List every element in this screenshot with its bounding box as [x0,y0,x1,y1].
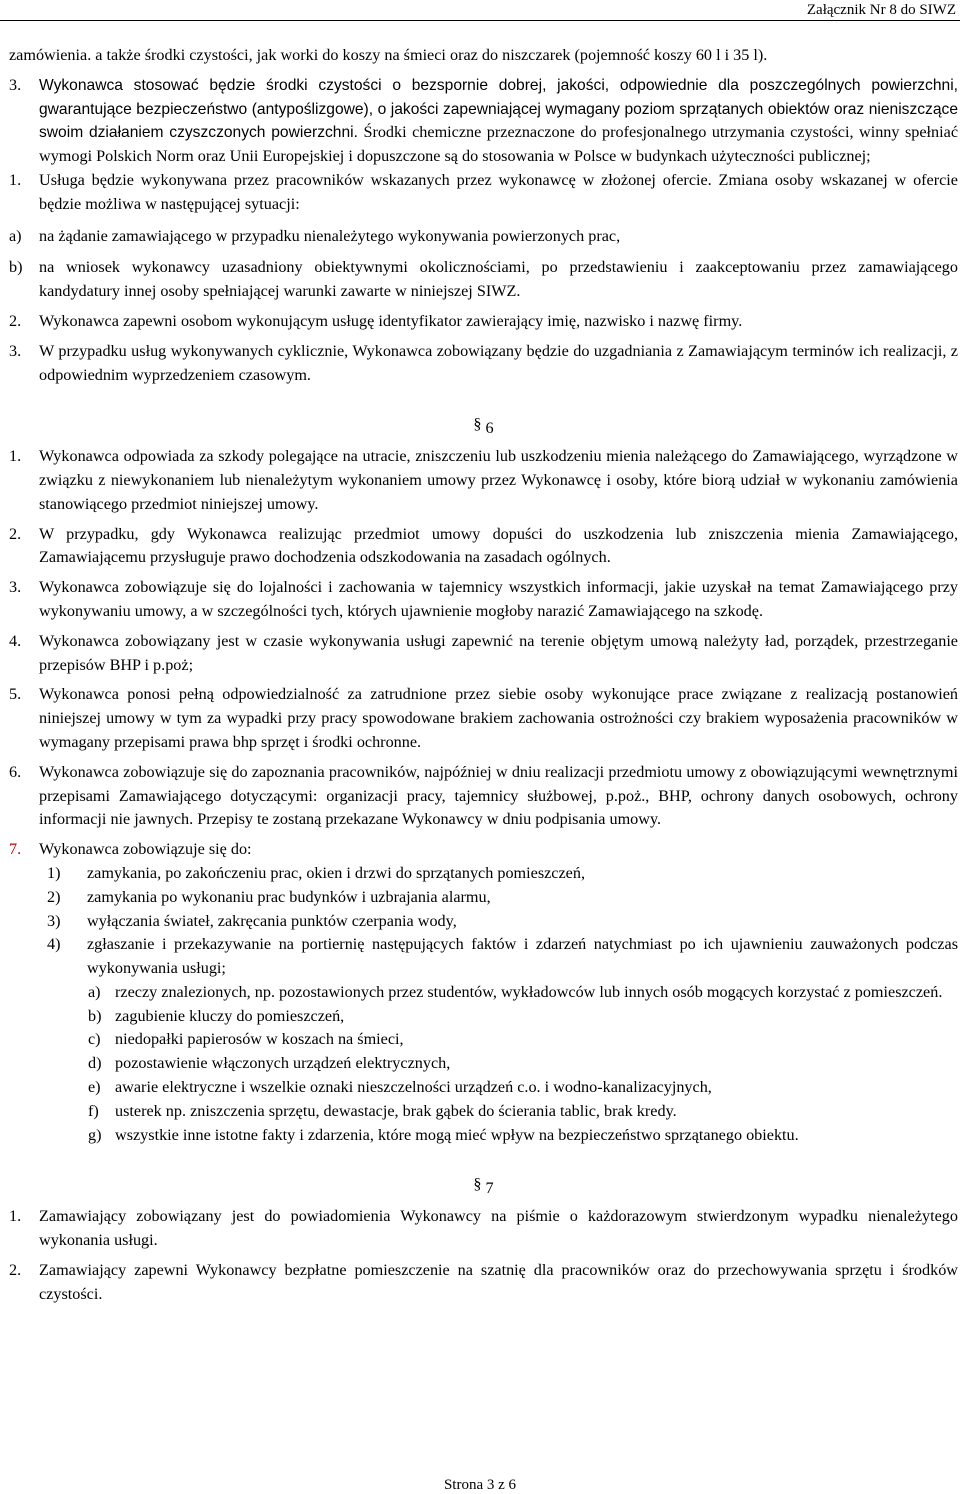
sub-text: na żądanie zamawiającego w przypadku nienależytego wykonywania powierzonych prac, [39,226,621,245]
list-item [9,310,958,334]
list-item [9,340,958,388]
sub-text: pozostawienie włączonych urządzeń elektrycznych, [115,1054,451,1073]
sub-text: usterek np. zniszczenia sprzętu, dewastacje, brak gąbek do ścierania tablic, brak kredy. [115,1101,677,1120]
list-item [9,523,958,571]
list-text: Usługa będzie wykonywana przez pracowników wskazanych przez wykonawcę w złożonej ofercie. Zmiana osoby wskazanej w ofercie będzie możliwa w następującej sytuacji: [39,170,958,213]
list-item [9,761,958,832]
sub-text: wszystkie inne istotne fakty i zdarzenia, które mogą mieć wpływ na bezpieczeństwo sprzątanego obiektu. [115,1125,799,1144]
list-item-3 [9,74,958,169]
section-symbol: § [473,1175,482,1194]
page-footer [0,1476,960,1494]
numbered-sub-item [9,886,958,910]
list-text: Zamawiający zapewni Wykonawcy bezpłatne pomieszczenie na szatnię dla pracowników oraz do przechowywania sprzętu i środków czystości. [39,1260,958,1303]
list-item [9,576,958,624]
sub-text: zamykania, po zakończeniu prac, okien i drzwi do sprzątanych pomieszczeń, [87,863,586,882]
list-number: 5. [9,685,22,704]
list-number: 2. [9,524,22,543]
list-number: 6. [9,762,22,781]
lettered-sub-item [9,981,958,1005]
sub-letter: b) [9,258,23,277]
paragraph-text-sans: Wykonawca stosować będzie środki czystości o bezspornie dobrej, jakości, odpowiednie dla poszczególnych powierzchni, gwarantujące bezpieczeństwo (antypoślizgowe), o jakości zapewniającej wymagany poziom sprzątanych obiektów oraz nieniszczące swoim działaniem czyszczonych powierzchni. [39,76,958,142]
lettered-sub-item [9,1076,958,1100]
list-item [9,445,958,516]
list-number: 2. [9,311,22,330]
list-item [9,169,958,217]
sub-text: zgłaszanie i przekazywanie na portiernię następujących faktów i zdarzeń natychmiast po ich ujawnieniu zauważonych podczas wykonywania usługi; [87,935,958,978]
list-text: W przypadku, gdy Wykonawca realizując przedmiot umowy dopuści do uszkodzenia lub zniszczenia mienia Zamawiającego, Zamawiającemu przysługuje prawo dochodzenia odszkodowania na zasadach ogólnych. [39,524,958,567]
intro-paragraph: zamówienia. a także środki czystości, jak worki do koszy na śmieci oraz do niszczarek (pojemność koszy 60 l i 35 l). [9,46,768,64]
section-heading-7 [9,1177,958,1201]
numbered-sub-item [9,933,958,981]
list-text: Zamawiający zobowiązany jest do powiadomienia Wykonawcy na piśmie o każdorazowym stwierdzonym wypadku nienależytego wykonania usługi. [39,1207,958,1250]
sub-text: wyłączania świateł, zakręcania punktów czerpania wody, [87,911,457,930]
sub-text: zagubienie kluczy do pomieszczeń, [115,1006,345,1025]
list-number: 1. [9,447,22,466]
sub-number: 3) [47,911,61,930]
numbered-sub-item [9,910,958,934]
list-number: 1. [9,170,22,189]
list-number: 3. [9,341,22,360]
sub-text: awarie elektryczne i wszelkie oznaki nieszczelności urządzeń c.o. i wodno-kanalizacyjnych, [115,1078,712,1097]
list-text: Wykonawca zobowiązuje się do lojalności i zachowania w tajemnicy wszystkich informacji, jakie uzyskał na temat Zamawiającego przy wykonywaniu umowy, a w szczególności tych, których ujawnienie mogłoby narazić Zamawiającego na szkodę. [39,578,958,620]
list-text: Wykonawca zobowiązuje się do: [39,840,252,859]
lettered-sub-item [9,1052,958,1076]
lettered-sub-item [9,1124,958,1148]
section-symbol: § [473,415,482,434]
sub-letter: f) [88,1101,99,1120]
sub-letter: g) [88,1125,102,1144]
header-title: Załącznik Nr 8 do SIWZ [806,2,956,18]
sub-text: rzeczy znalezionych, np. pozostawionych przez studentów, wykładowców lub innych osób mogących korzystać z pomieszczeń. [115,982,943,1001]
list-number: 2. [9,1260,22,1279]
sub-item [9,225,958,249]
list-text: W przypadku usług wykonywanych cyklicznie, Wykonawca zobowiązany będzie do uzgadniania z Zamawiającym terminów ich realizacji, z odpowiednim wyprzedzeniem czasowym. [39,341,958,384]
list-text: Wykonawca zobowiązuje się do zapoznania pracowników, najpóźniej w dniu realizacji przedmiotu umowy z obowiązującymi wewnętrznymi przepisami Zamawiającego dotyczącymi: organizacji pracy, tajemnicy służbowej, p.poż., BHP, ochrony danych osobowych, ochrony informacji nie jawnych. Przepisy te zostaną przekazane Wykonawcy w dniu podpisania umowy. [39,762,958,829]
list-item [9,1205,958,1253]
numbered-sub-item [9,862,958,886]
list-item-7 [9,838,958,862]
sub-letter: a) [88,982,101,1001]
sub-item [9,256,958,304]
lettered-sub-item [9,1005,958,1029]
page-header [0,0,960,21]
list-text: Wykonawca ponosi pełną odpowiedzialność za zatrudnione przez siebie osoby wykonujące prace związane z realizacją postanowień niniejszej umowy w tym za wypadki przy pracy spowodowane brakiem zachowania ostrożności czy brakiem wyposażenia pracowników w wymagany przepisami prawa bhp sprzęt i środki ochronne. [39,685,958,751]
list-text: Wykonawca odpowiada za szkody polegające na utracie, zniszczeniu lub uszkodzeniu mienia należącego do Zamawiającego, wyrządzone w związku z niewykonaniem lub nienależytym wykonaniem umowy przez Wykonawcę i osoby, które biorą udział w wykonaniu zamówienia stanowiącego przedmiot niniejszej umowy. [39,447,958,513]
list-number: 7. [9,840,22,859]
list-item [9,1259,958,1307]
sub-number: 1) [47,863,61,882]
list-number: 3. [9,578,22,597]
sub-letter: a) [9,226,22,245]
lettered-sub-item [9,1100,958,1124]
sub-letter: c) [88,1030,101,1049]
sub-number: 4) [47,935,61,954]
section-heading-6 [9,417,958,441]
list-item [9,683,958,754]
list-number: 1. [9,1207,22,1226]
sub-number: 2) [47,887,61,906]
list-text: Wykonawca zapewni osobom wykonującym usługę identyfikator zawierający imię, nazwisko i nazwę firmy. [39,311,743,330]
sub-letter: e) [88,1078,101,1097]
list-number: 3. [9,75,22,94]
list-text: Wykonawca zobowiązany jest w czasie wykonywania usługi zapewnić na terenie objętym umową należyty ład, porządek, przestrzeganie przepisów BHP i p.poż; [39,631,958,674]
paragraph-text-serif: Środki chemiczne przeznaczone do profesjonalnego utrzymania czystości, winny spełniać wymogi Polskich Norm oraz Unii Europejskiej i dopuszczone są do stosowania w Polsce w budynkach użyteczności publicznej; [39,123,959,166]
section-number: 6 [485,419,494,438]
sub-text: niedopałki papierosów w koszach na śmieci, [115,1030,404,1049]
section-number: 7 [485,1179,494,1198]
list-item [9,630,958,678]
list-number: 4. [9,631,22,650]
document-body [9,44,958,1306]
sub-text: na wniosek wykonawcy uzasadniony obiektywnymi okolicznościami, po przedstawieniu i zaakceptowaniu przez zamawiającego kandydatury innej osoby spełniającej warunki zawarte w niniejszej SIWZ. [39,258,958,301]
sub-text: zamykania po wykonaniu prac budynków i uzbrajania alarmu, [87,887,491,906]
page-number: Strona 3 z 6 [443,1477,517,1493]
sub-letter: b) [88,1006,102,1025]
sub-letter: d) [88,1054,102,1073]
lettered-sub-item [9,1028,958,1052]
